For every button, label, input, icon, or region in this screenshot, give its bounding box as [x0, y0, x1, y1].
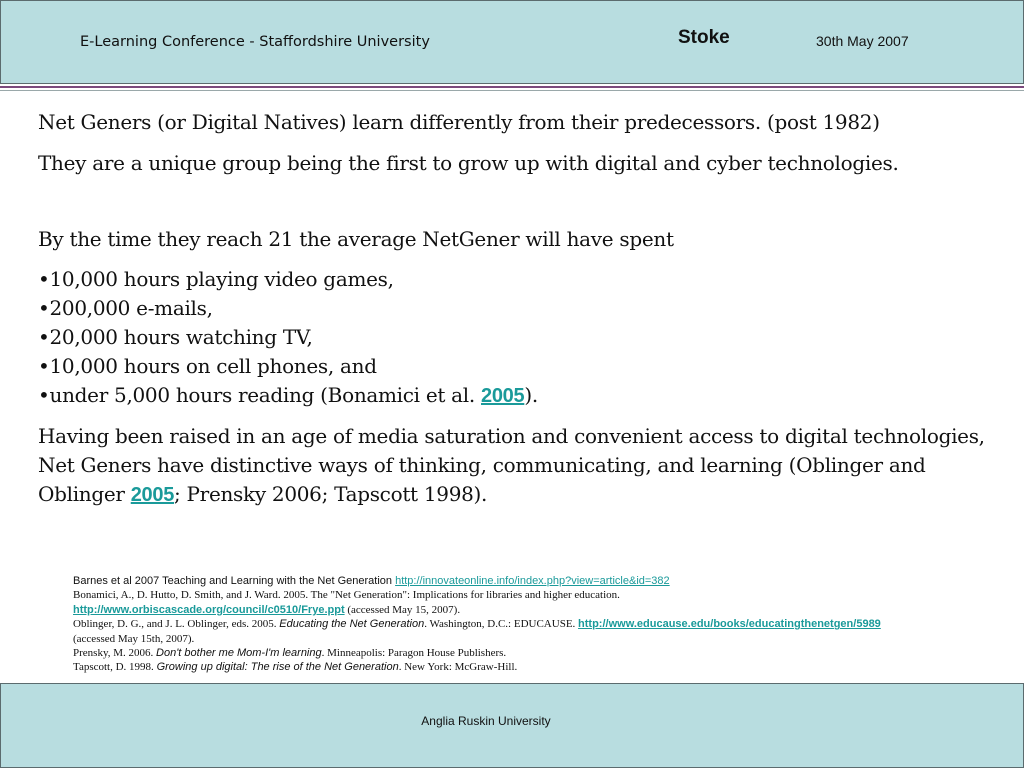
references-block	[73, 574, 1003, 675]
reference-barnes	[73, 574, 1003, 588]
reference-bonamici-url	[73, 603, 1003, 617]
conference-title: E-Learning Conference - Staffordshire University	[80, 34, 430, 50]
citation-link-oblinger[interactable]: 2005	[130, 484, 175, 506]
oblinger-url-link[interactable]: http://www.educause.edu/books/educatingthenetgen/5989	[578, 618, 881, 631]
reference-text: Bonamici, A., D. Hutto, D. Smith, and J. Ward. 2005. The "Net Generation": Implications for libraries and higher education.	[73, 589, 620, 602]
reference-bonamici	[73, 588, 1003, 602]
list-item: •20,000 hours watching TV,	[38, 325, 313, 349]
institution-label: Anglia Ruskin University	[421, 714, 551, 728]
bullet-text-end: ).	[524, 383, 538, 407]
slide-body	[38, 108, 998, 510]
reference-text: (accessed May 15th, 2007).	[73, 632, 195, 645]
intro-paragraph-2: They are a unique group being the first to grow up with digital and cyber technologies.	[38, 151, 899, 175]
location-label: Stoke	[678, 27, 730, 48]
spent-heading: By the time they reach 21 the average NetGener will have spent	[38, 227, 674, 251]
reference-title: Educating the Net Generation	[279, 618, 425, 631]
reference-text: Barnes et al 2007 Teaching and Learning with the Net Generation	[73, 575, 396, 587]
list-item: •10,000 hours playing video games,	[38, 267, 394, 291]
slide-footer	[0, 683, 1024, 768]
date-label: 30th May 2007	[816, 33, 909, 49]
citation-link-bonamici[interactable]: 2005	[481, 385, 525, 407]
bullet-text: •under 5,000 hours reading (Bonamici et al.	[38, 383, 482, 407]
closing-text: Having been raised in an age of media saturation and convenient access to digital technologies, Net Geners have distinctive ways of thinking, communicating, and learning (Oblinger and Oblinger	[38, 424, 985, 506]
reference-text: . Washington, D.C.: EDUCAUSE.	[424, 618, 579, 631]
reference-oblinger-accessed	[73, 632, 1003, 646]
barnes-url-link[interactable]: http://innovateonline.info/index.php?view=article&id=382	[395, 575, 670, 587]
closing-paragraph	[38, 422, 998, 510]
list-item: •10,000 hours on cell phones, and	[38, 354, 377, 378]
divider-grey	[0, 90, 1024, 91]
intro-paragraph-1: Net Geners (or Digital Natives) learn differently from their predecessors. (post 1982)	[38, 110, 880, 134]
reference-text: Tapscott, D. 1998.	[73, 661, 157, 674]
reference-title: Don't bother me Mom-I'm learning	[156, 647, 322, 660]
list-item	[38, 381, 998, 411]
bonamici-url-link[interactable]: http://www.orbiscascade.org/council/c0510/Frye.ppt	[73, 603, 345, 616]
list-item: •200,000 e-mails,	[38, 296, 213, 320]
reference-text: Oblinger, D. G., and J. L. Oblinger, eds. 2005.	[73, 618, 280, 631]
reference-text: . New York: McGraw-Hill.	[398, 661, 518, 674]
reference-oblinger	[73, 617, 1003, 631]
reference-tapscott	[73, 660, 1003, 674]
reference-text: . Minneapolis: Paragon House Publishers.	[321, 647, 507, 660]
slide-header	[0, 0, 1024, 84]
reference-text: (accessed May 15, 2007).	[344, 603, 461, 616]
reference-prensky	[73, 646, 1003, 660]
divider-purple	[0, 86, 1024, 88]
closing-text-end: ; Prensky 2006; Tapscott 1998).	[174, 482, 488, 506]
reference-title: Growing up digital: The rise of the Net Generation	[156, 661, 399, 674]
reference-text: Prensky, M. 2006.	[73, 647, 157, 660]
